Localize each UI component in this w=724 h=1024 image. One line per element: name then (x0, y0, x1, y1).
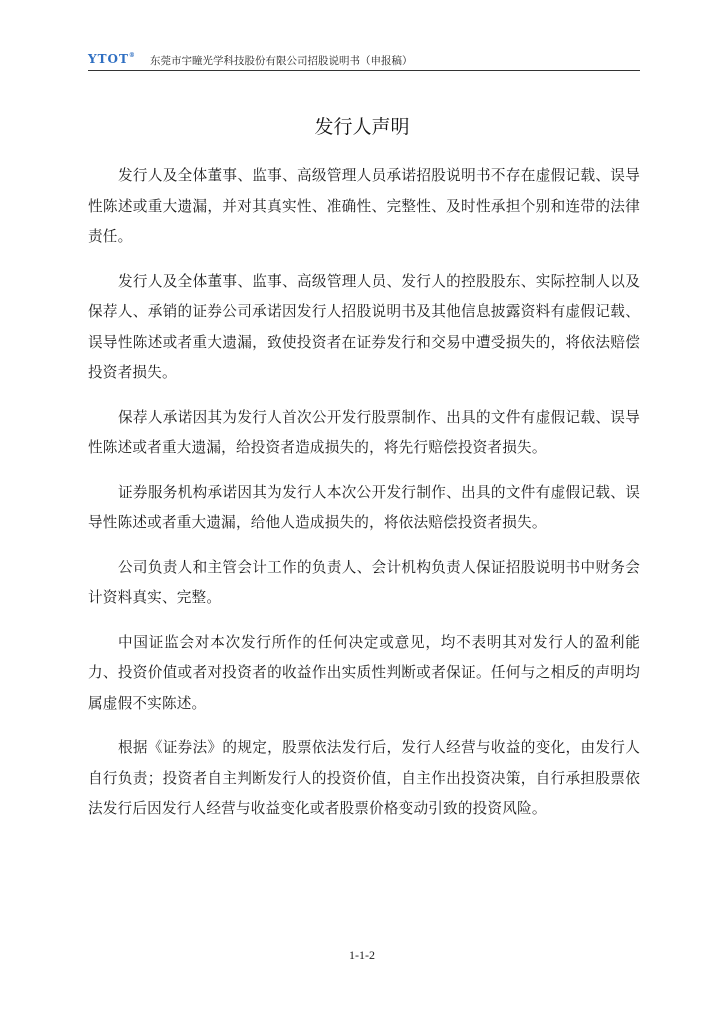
paragraph: 证券服务机构承诺因其为发行人本次公开发行制作、出具的文件有虚假记载、误导性陈述或者重大遗漏，给他人造成损失的，将依法赔偿投资者损失。 (88, 483, 640, 531)
paragraph: 中国证监会对本次发行所作的任何决定或意见，均不表明其对发行人的盈利能力、投资价值或者对投资者的收益作出实质性判断或者保证。任何与之相反的声明均属虚假不实陈述。 (88, 633, 640, 712)
paragraph: 发行人及全体董事、监事、高级管理人员、发行人的控股股东、实际控制人以及保荐人、承销的证券公司承诺因发行人招股说明书及其他信息披露资料有虚假记载、误导性陈述或者重大遗漏，致使投资者在证券发行和交易中遭受损失的，将依法赔偿投资者损失。 (88, 272, 640, 381)
header-divider (88, 70, 640, 71)
page-number: 1-1-2 (349, 948, 375, 962)
paragraph: 公司负责人和主管会计工作的负责人、会计机构负责人保证招股说明书中财务会计资料真实、完整。 (88, 558, 640, 606)
paragraph: 发行人及全体董事、监事、高级管理人员承诺招股说明书不存在虚假记载、误导性陈述或重大遗漏，并对其真实性、准确性、完整性、及时性承担个别和连带的法律责任。 (88, 167, 640, 245)
paragraph: 根据《证券法》的规定，股票依法发行后，发行人经营与收益的变化，由发行人自行负责；投资者自主判断发行人的投资价值，自主作出投资决策，自行承担股票依法发行后因发行人经营与收益变化或者股票价格变动引致的投资风险。 (88, 739, 640, 817)
document-title: 发行人声明 (314, 116, 410, 138)
document-body (88, 161, 640, 839)
company-logo (88, 52, 136, 66)
page-header (88, 50, 640, 70)
logo-text: YTOT (88, 52, 129, 66)
paragraph: 保荐人承诺因其为发行人首次公开发行股票制作、出具的文件有虚假记载、误导性陈述或者重大遗漏，给投资者造成损失的，将先行赔偿投资者损失。 (88, 408, 640, 456)
header-title: 东莞市宇瞳光学科技股份有限公司招股说明书（申报稿） (150, 55, 413, 67)
logo-registered-mark: ® (128, 52, 136, 59)
